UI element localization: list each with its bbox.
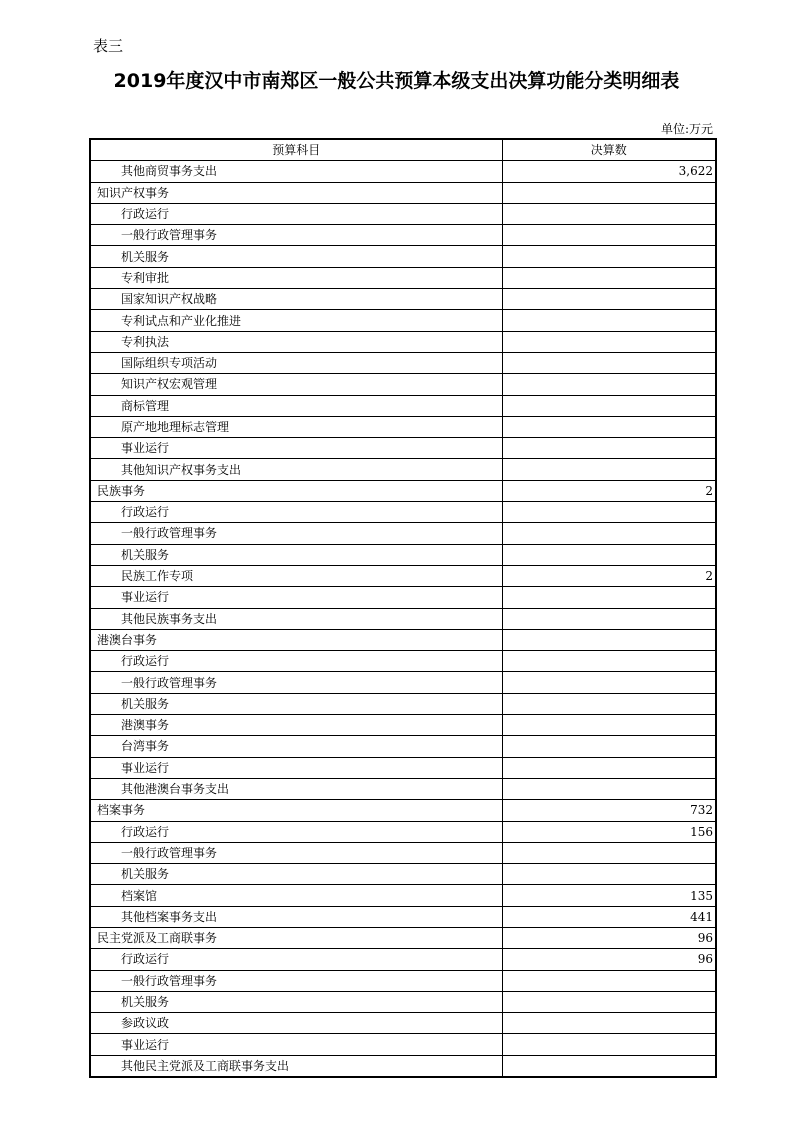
row-subject: 行政运行	[90, 203, 502, 224]
row-subject: 机关服务	[90, 693, 502, 714]
table-row	[90, 629, 716, 650]
row-amount	[502, 736, 716, 757]
row-amount	[502, 544, 716, 565]
row-subject: 参政议政	[90, 1013, 502, 1034]
table-row	[90, 331, 716, 352]
table-row	[90, 203, 716, 224]
table-row	[90, 608, 716, 629]
table-row	[90, 715, 716, 736]
row-subject: 机关服务	[90, 246, 502, 267]
table-row	[90, 395, 716, 416]
row-amount: 732	[502, 800, 716, 821]
row-amount: 96	[502, 927, 716, 948]
table-row	[90, 523, 716, 544]
row-amount	[502, 842, 716, 863]
table-row	[90, 182, 716, 203]
row-amount: 441	[502, 906, 716, 927]
table-row	[90, 374, 716, 395]
row-subject: 行政运行	[90, 651, 502, 672]
table-row	[90, 693, 716, 714]
row-subject: 一般行政管理事务	[90, 672, 502, 693]
row-subject: 民主党派及工商联事务	[90, 927, 502, 948]
table-row	[90, 565, 716, 586]
row-subject: 台湾事务	[90, 736, 502, 757]
row-amount	[502, 225, 716, 246]
row-subject: 行政运行	[90, 821, 502, 842]
row-subject: 一般行政管理事务	[90, 970, 502, 991]
row-subject: 机关服务	[90, 544, 502, 565]
table-row	[90, 502, 716, 523]
table-row	[90, 885, 716, 906]
row-subject: 其他民主党派及工商联事务支出	[90, 1055, 502, 1077]
row-subject: 事业运行	[90, 757, 502, 778]
row-amount	[502, 693, 716, 714]
table-row	[90, 821, 716, 842]
row-amount	[502, 864, 716, 885]
table-row	[90, 864, 716, 885]
row-subject: 一般行政管理事务	[90, 225, 502, 246]
column-header-subject: 预算科目	[90, 139, 502, 161]
table-row	[90, 757, 716, 778]
page-title: 2019年度汉中市南郑区一般公共预算本级支出决算功能分类明细表	[113, 70, 680, 92]
column-header-amount: 决算数	[502, 139, 716, 161]
row-subject: 档案馆	[90, 885, 502, 906]
row-amount	[502, 182, 716, 203]
table-number-label: 表三	[93, 37, 124, 55]
row-amount	[502, 1013, 716, 1034]
row-subject: 港澳事务	[90, 715, 502, 736]
row-amount	[502, 970, 716, 991]
row-amount	[502, 352, 716, 373]
row-subject: 其他港澳台事务支出	[90, 778, 502, 799]
row-amount	[502, 331, 716, 352]
row-amount	[502, 502, 716, 523]
row-subject: 民族工作专项	[90, 565, 502, 586]
row-subject: 民族事务	[90, 480, 502, 501]
row-amount	[502, 1055, 716, 1077]
row-subject: 国家知识产权战略	[90, 289, 502, 310]
row-amount	[502, 608, 716, 629]
row-amount	[502, 416, 716, 437]
row-amount: 2	[502, 480, 716, 501]
row-subject: 事业运行	[90, 1034, 502, 1055]
row-amount: 156	[502, 821, 716, 842]
row-amount	[502, 267, 716, 288]
table-row	[90, 927, 716, 948]
table-row	[90, 970, 716, 991]
row-subject: 专利审批	[90, 267, 502, 288]
row-amount	[502, 438, 716, 459]
row-subject: 其他商贸事务支出	[90, 161, 502, 182]
table-row	[90, 651, 716, 672]
row-amount	[502, 651, 716, 672]
row-amount	[502, 1034, 716, 1055]
row-subject: 行政运行	[90, 502, 502, 523]
row-amount	[502, 757, 716, 778]
row-amount	[502, 395, 716, 416]
row-amount: 2	[502, 565, 716, 586]
row-amount	[502, 459, 716, 480]
row-amount: 135	[502, 885, 716, 906]
row-subject: 港澳台事务	[90, 629, 502, 650]
row-subject: 专利执法	[90, 331, 502, 352]
row-subject: 知识产权事务	[90, 182, 502, 203]
row-subject: 事业运行	[90, 587, 502, 608]
table-body	[90, 161, 716, 1077]
row-amount	[502, 715, 716, 736]
table-row	[90, 289, 716, 310]
row-subject: 事业运行	[90, 438, 502, 459]
row-amount: 3,622	[502, 161, 716, 182]
table-row	[90, 949, 716, 970]
row-amount	[502, 587, 716, 608]
table-row	[90, 736, 716, 757]
row-amount	[502, 289, 716, 310]
table-row	[90, 480, 716, 501]
table-row	[90, 1013, 716, 1034]
table-row	[90, 225, 716, 246]
unit-label: 单位:万元	[660, 122, 713, 136]
table-row	[90, 544, 716, 565]
row-subject: 行政运行	[90, 949, 502, 970]
row-subject: 一般行政管理事务	[90, 523, 502, 544]
row-amount	[502, 629, 716, 650]
table-header-row	[90, 139, 716, 161]
table-row	[90, 1055, 716, 1077]
table-row	[90, 310, 716, 331]
row-amount	[502, 374, 716, 395]
row-subject: 机关服务	[90, 991, 502, 1012]
row-amount	[502, 246, 716, 267]
row-subject: 其他民族事务支出	[90, 608, 502, 629]
table-row	[90, 672, 716, 693]
table-row	[90, 459, 716, 480]
row-amount	[502, 310, 716, 331]
row-subject: 专利试点和产业化推进	[90, 310, 502, 331]
table-row	[90, 161, 716, 182]
row-amount: 96	[502, 949, 716, 970]
table-row	[90, 587, 716, 608]
table-row	[90, 800, 716, 821]
row-amount	[502, 672, 716, 693]
row-subject: 其他档案事务支出	[90, 906, 502, 927]
row-amount	[502, 991, 716, 1012]
table-row	[90, 438, 716, 459]
table-row	[90, 778, 716, 799]
table-row	[90, 1034, 716, 1055]
table-row	[90, 416, 716, 437]
table-row	[90, 906, 716, 927]
table-row	[90, 842, 716, 863]
expenditure-table	[89, 138, 717, 1078]
table-row	[90, 352, 716, 373]
row-subject: 国际组织专项活动	[90, 352, 502, 373]
table-row	[90, 991, 716, 1012]
row-subject: 商标管理	[90, 395, 502, 416]
table-row	[90, 246, 716, 267]
row-amount	[502, 778, 716, 799]
row-amount	[502, 203, 716, 224]
row-subject: 其他知识产权事务支出	[90, 459, 502, 480]
row-subject: 一般行政管理事务	[90, 842, 502, 863]
table-row	[90, 267, 716, 288]
row-subject: 机关服务	[90, 864, 502, 885]
row-subject: 档案事务	[90, 800, 502, 821]
row-subject: 知识产权宏观管理	[90, 374, 502, 395]
row-subject: 原产地地理标志管理	[90, 416, 502, 437]
row-amount	[502, 523, 716, 544]
